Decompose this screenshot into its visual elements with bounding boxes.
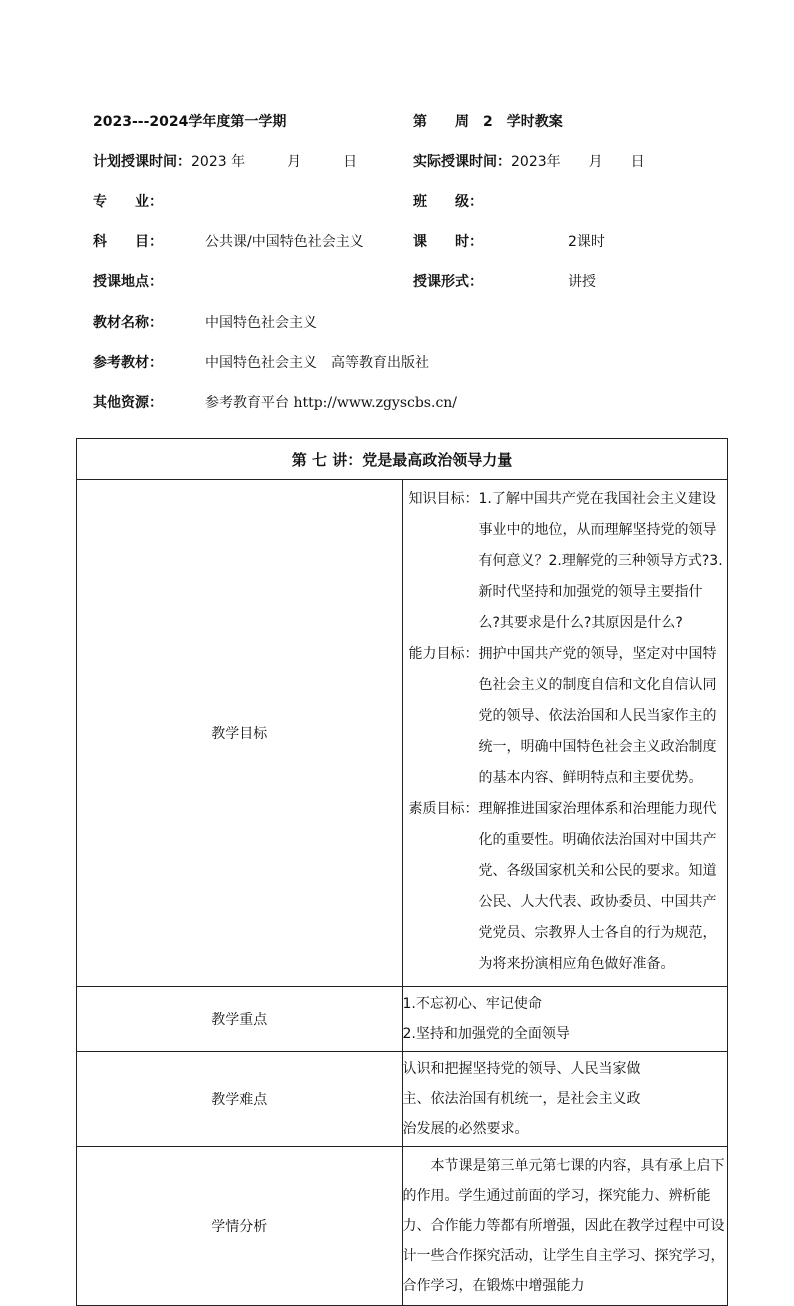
reference-label: 参考教材： — [93, 355, 163, 371]
key-point-item: 2.坚持和加强党的全面领导 — [402, 1026, 570, 1042]
difficulty-label: 教学难点 — [77, 1052, 403, 1147]
subject-label: 科 目： — [93, 234, 163, 250]
objectives-row — [77, 480, 728, 987]
other-label: 其他资源： — [93, 395, 163, 411]
objectives-label: 教学目标 — [77, 480, 403, 987]
class-label: 班 级： — [413, 194, 483, 210]
major-label: 专 业： — [93, 194, 163, 210]
key-points-label: 教学重点 — [77, 987, 403, 1052]
term-title: 2023---2024学年度第一学期 — [93, 114, 287, 130]
week-title: 第 周 2 学时教案 — [413, 114, 563, 130]
ability-objective — [403, 639, 728, 794]
hours-label: 课 时： — [413, 234, 483, 250]
plan-time — [93, 152, 357, 172]
knowledge-objective — [403, 484, 728, 639]
difficulty-row — [77, 1052, 728, 1147]
difficulty-text: 认识和把握坚持党的领导、人民当家做主、依法治国有机统一，是社会主义政治发展的必然要求。 — [402, 1052, 728, 1147]
lesson-plan-table — [76, 438, 728, 1306]
reference-value: 中国特色社会主义 高等教育出版社 — [205, 355, 429, 371]
objectives-cell — [402, 480, 728, 987]
quality-objective — [403, 794, 728, 980]
title-row — [77, 439, 728, 480]
analysis-row — [77, 1147, 728, 1306]
subject-value: 公共课/中国特色社会主义 — [205, 234, 364, 250]
analysis-text: 本节课是第三单元第七课的内容，具有承上启下的作用。学生通过前面的学习，探究能力、辨析能力、合作能力等都有所增强，因此在教学过程中可设计一些合作探究活动，让学生自主学习、探究学习，合作学习，在锻炼中增强能力 — [402, 1147, 728, 1306]
hours-value: 2课时 — [568, 234, 605, 250]
knowledge-label: 知识目标： — [408, 491, 479, 507]
textbook-value: 中国特色社会主义 — [205, 315, 317, 331]
plan-time-label: 计划授课时间： — [93, 154, 191, 170]
other-value: 参考教育平台 http://www.zgyscbs.cn/ — [205, 395, 458, 411]
analysis-label: 学情分析 — [77, 1147, 403, 1306]
form-value: 讲授 — [568, 274, 596, 290]
key-point-item: 1.不忘初心、牢记使命 — [402, 996, 542, 1012]
quality-label: 素质目标： — [408, 801, 479, 817]
key-points-cell — [402, 987, 728, 1052]
lecture-title: 第 七 讲：党是最高政治领导力量 — [77, 439, 728, 480]
actual-time-value: 2023年 月 日 — [511, 154, 645, 170]
place-label: 授课地点： — [93, 274, 163, 290]
knowledge-text: 1.了解中国共产党在我国社会主义建设事业中的地位，从而理解坚持党的领导有何意义？2.理解党的三种领导方式?3.新时代坚持和加强党的领导主要指什么?其要求是什么?其原因是什么? — [478, 491, 723, 631]
actual-time-label: 实际授课时间： — [413, 154, 511, 170]
plan-time-value: 2023 年 月 日 — [191, 154, 358, 170]
key-points-row — [77, 987, 728, 1052]
ability-label: 能力目标： — [408, 646, 479, 662]
actual-time — [413, 152, 645, 172]
form-label: 授课形式： — [413, 274, 483, 290]
ability-text: 拥护中国共产党的领导，坚定对中国特色社会主义的制度自信和文化自信认同党的领导、依法治国和人民当家作主的统一，明确中国特色社会主义政治制度的基本内容、鲜明特点和主要优势。 — [478, 646, 717, 786]
quality-text: 理解推进国家治理体系和治理能力现代化的重要性。明确依法治国对中国共产党、各级国家机关和公民的要求。知道公民、人大代表、政协委员、中国共产党党员、宗教界人士各自的行为规范，为将来扮演相应角色做好准备。 — [478, 801, 717, 972]
textbook-label: 教材名称： — [93, 315, 163, 331]
